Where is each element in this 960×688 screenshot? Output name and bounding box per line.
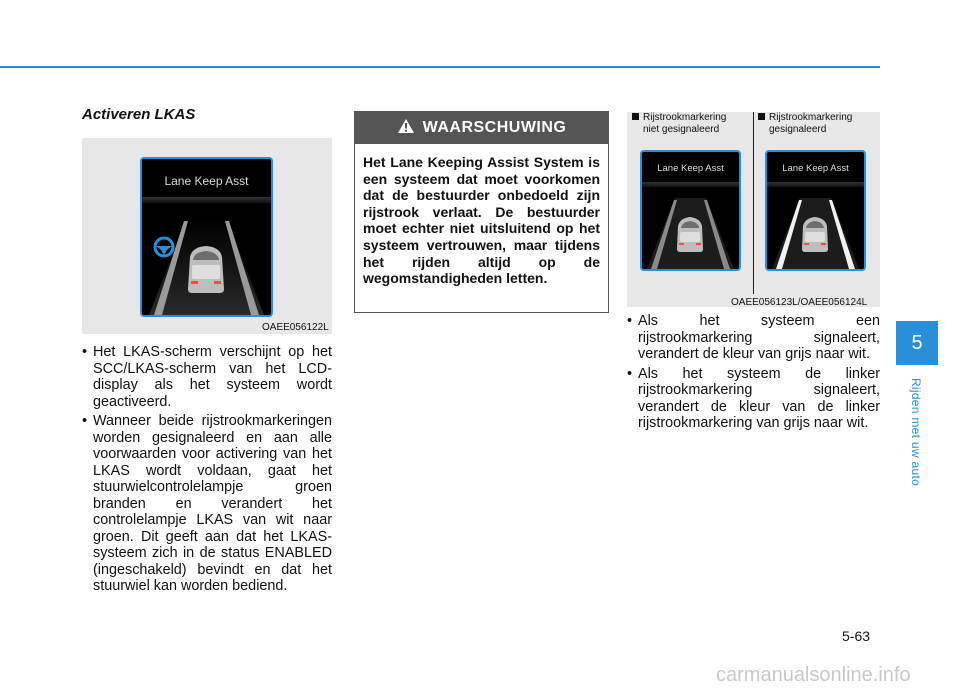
- list-item: • Als het systeem de linker rijstrookmarkering signaleert, verandert de kleur van de linker rijstrookmarkering van grijs naar wit.: [627, 366, 880, 432]
- car-icon: [677, 217, 703, 252]
- legend-square-icon: [632, 113, 639, 120]
- warning-box: [354, 111, 609, 313]
- right-bullet-list: [627, 313, 880, 435]
- lane-graphic: [767, 152, 864, 269]
- screen-title: Lane Keep Asst: [782, 163, 849, 174]
- warning-heading: WAARSCHUWING: [422, 119, 567, 136]
- page-number: 5-63: [842, 628, 871, 644]
- figure-divider: [753, 112, 754, 294]
- chapter-name: Rijden met uw auto: [909, 377, 923, 487]
- car-icon: [188, 246, 224, 293]
- screen-title: Lane Keep Asst: [657, 163, 724, 174]
- warning-header: [355, 112, 608, 144]
- car-icon: [802, 217, 828, 252]
- warning-text: Het Lane Keeping Assist System is een systeem dat moet voorkomen dat de bestuurder onbedoeld zijn rijstrook verlaat. De bestuurder moet echter niet uitsluitend op het systeem vertrouwen, maar tijdens het rijden altijd op de wegomstandigheden letten.: [363, 154, 600, 287]
- header-rule: [0, 66, 880, 68]
- lkas-display-figure: [82, 138, 332, 334]
- figure-code: OAEE056123L/OAEE056124L: [731, 297, 868, 308]
- screen-title: Lane Keep Asst: [164, 174, 249, 188]
- lane-graphic: [142, 159, 271, 315]
- screen-detected: [765, 150, 866, 271]
- legend-square-icon: [758, 113, 765, 120]
- steering-wheel-icon: [155, 238, 173, 256]
- watermark: carmanualsonline.info: [716, 664, 911, 686]
- legend-detected: Rijstrookmarkering gesignaleerd: [758, 112, 852, 136]
- chapter-number-tab: 5: [896, 321, 938, 365]
- warning-triangle-icon: [397, 118, 415, 139]
- list-item: • Als het systeem een rijstrookmarkering signaleert, verandert de kleur van grijs naar wit.: [627, 313, 880, 363]
- screen-not-detected: [640, 150, 741, 271]
- left-bullet-list: [82, 344, 332, 598]
- section-title: Activeren LKAS: [82, 106, 196, 123]
- legend-not-detected: Rijstrookmarkering niet gesignaleerd: [632, 112, 726, 136]
- figure-code: OAEE056122L: [262, 322, 329, 333]
- lane-graphic: [642, 152, 739, 269]
- list-item: • Het LKAS-scherm verschijnt op het SCC/LKAS-scherm van het LCD-display als het systeem wordt geactiveerd.: [82, 344, 332, 410]
- cluster-screen: [140, 157, 273, 317]
- list-item: • Wanneer beide rijstrookmarkeringen worden gesignaleerd en aan alle voorwaarden voor activering van het LKAS wordt voldaan, gaat het stuurwielcontrolelampje groen branden en verandert het controlelampje LKAS van wit naar groen. Dit geeft aan dat het LKAS-systeem zich in de status ENABLED (ingeschakeld) bevindt en dat het stuurwiel kan worden bediend.: [82, 413, 332, 595]
